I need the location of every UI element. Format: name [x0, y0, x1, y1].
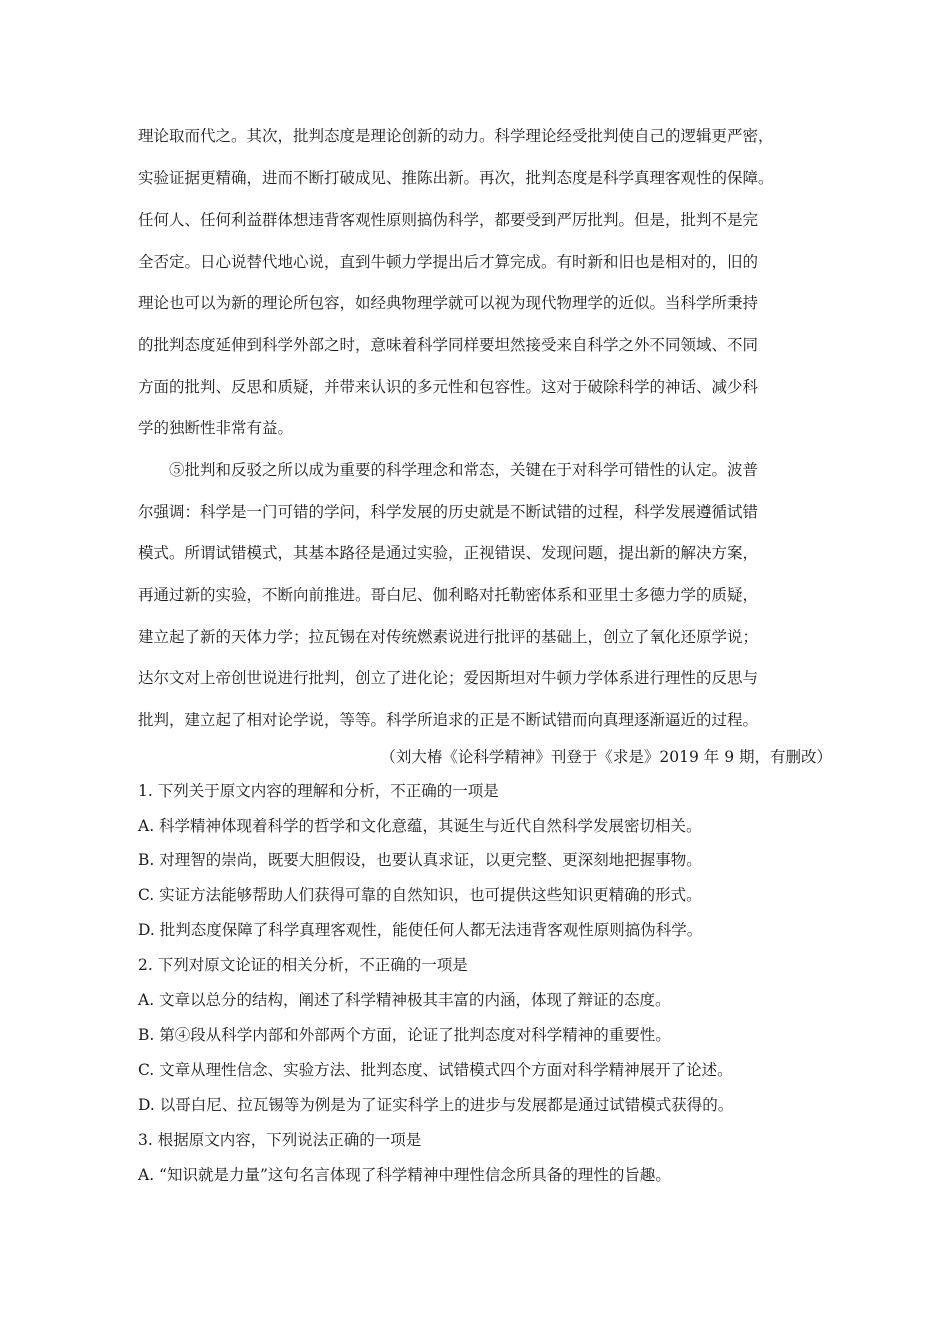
question-line: 1. 下列关于原文内容的理解和分析，不正确的一项是: [138, 782, 499, 800]
paragraph-line: 建立起了新的天体力学；拉瓦锡在对传统燃素说进行批评的基础上，创立了氧化还原学说；: [138, 628, 759, 646]
paragraph-line: 达尔文对上帝创世说进行批判，创立了进化论；爱因斯坦对牛顿力学体系进行理性的反思与: [138, 669, 759, 687]
question-line: D. 批判态度保障了科学真理客观性，能使任何人都无法违背客观性原则搞伪科学。: [138, 921, 703, 939]
paragraph-line: 方面的批判、反思和质疑，并带来认识的多元性和包容性。这对于破除科学的神话、减少科: [138, 378, 759, 396]
question-line: A. “知识就是力量”这句名言体现了科学精神中理性信念所具备的理性的旨趣。: [138, 1166, 671, 1184]
question-line: C. 实证方法能够帮助人们获得可靠的自然知识，也可提供这些知识更精确的形式。: [138, 886, 702, 904]
paragraph-line: ⑤批判和反驳之所以成为重要的科学理念和常态，关键在于对科学可错性的认定。波普: [138, 461, 759, 479]
question-line: D. 以哥白尼、拉瓦锡等为例是为了证实科学上的进步与发展都是通过试错模式获得的。: [138, 1096, 734, 1114]
paragraph-line: 实验证据更精确，进而不断打破成见、推陈出新。再次，批判态度是科学真理客观性的保障。: [138, 169, 774, 187]
paragraph-line: 的批判态度延伸到科学外部之时，意味着科学同样要坦然接受来自科学之外不同领域、不同: [138, 336, 759, 354]
paragraph-line: 再通过新的实验，不断向前推进。哥白尼、伽利略对托勒密体系和亚里士多德力学的质疑，: [138, 586, 759, 604]
paragraph-line: 理论也可以为新的理论所包容，如经典物理学就可以视为现代物理学的近似。当科学所秉持: [138, 294, 759, 312]
paragraph-line: 任何人、任何利益群体想违背客观性原则搞伪科学，都要受到严厉批判。但是，批判不是完: [138, 211, 759, 229]
question-line: B. 第④段从科学内部和外部两个方面，论证了批判态度对科学精神的重要性。: [138, 1026, 671, 1044]
question-line: C. 文章从理性信念、实验方法、批判态度、试错模式四个方面对科学精神展开了论述。: [138, 1061, 733, 1079]
paragraph-line: 学的独断性非常有益。: [138, 419, 294, 437]
paragraph-line: 模式。所谓试错模式，其基本路径是通过实验，正视错误、发现问题，提出新的解决方案，: [138, 544, 759, 562]
paragraph-line: 理论取而代之。其次，批判态度是理论创新的动力。科学理论经受批判使自己的逻辑更严密，: [138, 127, 774, 145]
source-citation: （刘大椿《论科学精神》刊登于《求是》2019 年 9 期，有删改）: [380, 748, 832, 766]
question-line: 3. 根据原文内容，下列说法正确的一项是: [138, 1131, 422, 1149]
question-line: 2. 下列对原文论证的相关分析，不正确的一项是: [138, 956, 468, 974]
question-line: B. 对理智的崇尚，既要大胆假设，也要认真求证，以更完整、更深刻地把握事物。: [138, 851, 702, 869]
question-line: A. 科学精神体现着科学的哲学和文化意蕴，其诞生与近代自然科学发展密切相关。: [138, 817, 702, 835]
question-line: A. 文章以总分的结构，阐述了科学精神极其丰富的内涵，体现了辩证的态度。: [138, 991, 671, 1009]
paragraph-line: 尔强调：科学是一门可错的学问，科学发展的历史就是不断试错的过程，科学发展遵循试错: [138, 503, 759, 521]
paragraph-line: 批判，建立起了相对论学说，等等。科学所追求的正是不断试错而向真理逐渐逼近的过程。: [138, 711, 759, 729]
paragraph-line: 全否定。日心说替代地心说，直到牛顿力学提出后才算完成。有时新和旧也是相对的，旧的: [138, 253, 759, 271]
